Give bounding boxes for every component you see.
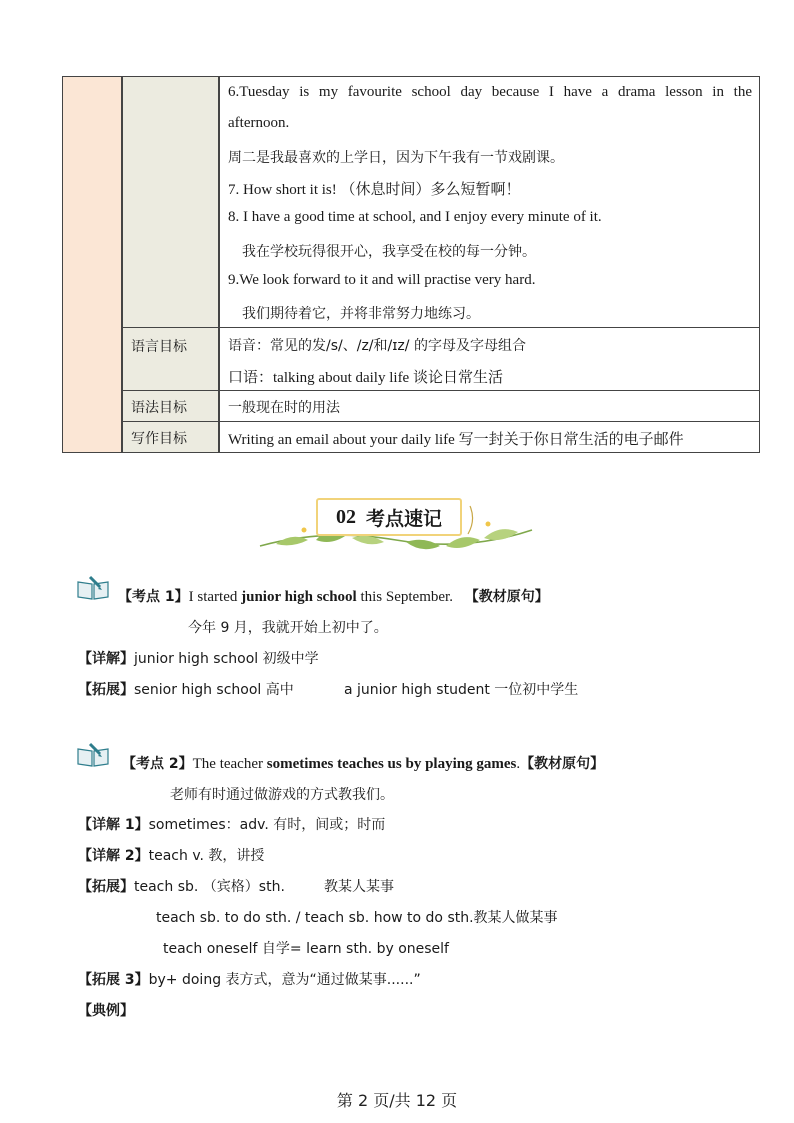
kp1-tag: 【考点 1】 [118,589,189,605]
kp1-extension: 【拓展】senior high school 高中 [78,682,294,698]
section-banner [256,494,536,560]
language-goal-line1: 语音：常见的发/s/、/z/和/ɪz/ 的字母及字母组合 [228,338,526,354]
sentence-9: 9.We look forward to it and will practise very hard. [228,272,536,288]
kp1-source: 【教材原句】 [464,589,549,605]
kp2-source: 【教材原句】 [520,756,605,772]
book-pencil-icon [76,574,110,600]
sentence-6-line1: 6.Tuesday is my favourite school day because I have a drama lesson in the [228,84,752,100]
page-number: 第 2 页/共 12 页 [336,1091,458,1110]
banner-number: 02 [335,505,356,528]
sentence-8: 8. I have a good time at school, and I enjoy every minute of it. [228,209,602,225]
language-goal-line2: 口语：talking about daily life 谈论日常生活 [228,370,503,386]
kp1-bold-phrase: junior high school [241,589,357,605]
kp2-extension-b: teach sb. to do sth. / teach sb. how to do sth.教某人做某事 [156,910,558,926]
kp2-tag: 【考点 2】 [122,756,193,772]
kp2-detail-1: 【详解 1】sometimes：adv. 有时，间或；时而 [78,817,386,833]
sentence-6-line2: afternoon. [228,115,290,131]
objectives-table [62,76,760,453]
sentence-8-translation: 我在学校玩得很开心，我享受在校的每一分钟。 [242,244,536,260]
kp2-example: 【典例】 [78,1003,134,1019]
kp1-extension-b: a junior high student 一位初中学生 [344,682,579,698]
grammar-goal-label: 语法目标 [122,390,219,422]
banner-title-box [316,498,462,536]
sentence-6-translation: 周二是我最喜欢的上学日，因为下午我有一节戏剧课。 [228,150,564,166]
kp2-extension-c: teach oneself 自学= learn sth. by oneself [163,941,449,957]
kp2-translation: 老师有时通过做游戏的方式教我们。 [170,787,394,803]
kp1-line: 【考点 1】I started junior high school this September. 【教材原句】 [118,589,549,605]
writing-goal-label: 写作目标 [122,421,219,453]
sentence-9-translation: 我们期待着它，并将非常努力地练习。 [242,306,480,322]
kp2-bold-phrase: sometimes teaches us by playing games [266,756,517,772]
kp1-detail: 【详解】junior high school 初级中学 [78,651,319,667]
book-pencil-icon [76,741,110,767]
grammar-goal-text: 一般现在时的用法 [228,400,340,416]
writing-goal-cell [219,421,760,453]
banner-title: 考点速记 [365,507,442,530]
kp2-extension: 【拓展】teach sb. （宾格）sth. [78,879,285,895]
kp2-extension-3: 【拓展 3】by+ doing 表方式，意为“通过做某事......” [78,972,421,988]
kp2-detail-2: 【详解 2】teach v. 教，讲授 [78,848,265,864]
key-sentences-cell [219,76,760,328]
writing-goal-text: Writing an email about your daily life 写一封关于你日常生活的电子邮件 [228,432,684,448]
kp2-extension-a2: 教某人某事 [324,879,394,895]
table-side-column [62,76,122,453]
table-label-cell-empty [122,76,219,328]
kp2-line: 【考点 2】The teacher sometimes teaches us by playing games.【教材原句】 [122,756,605,772]
language-goal-label: 语言目标 [122,327,219,391]
language-goal-cell [219,327,760,391]
kp1-translation: 今年 9 月，我就开始上初中了。 [188,620,388,636]
grammar-goal-cell [219,390,760,422]
sentence-7: 7. How short it is! （休息时间）多么短暂啊！ [228,182,521,198]
